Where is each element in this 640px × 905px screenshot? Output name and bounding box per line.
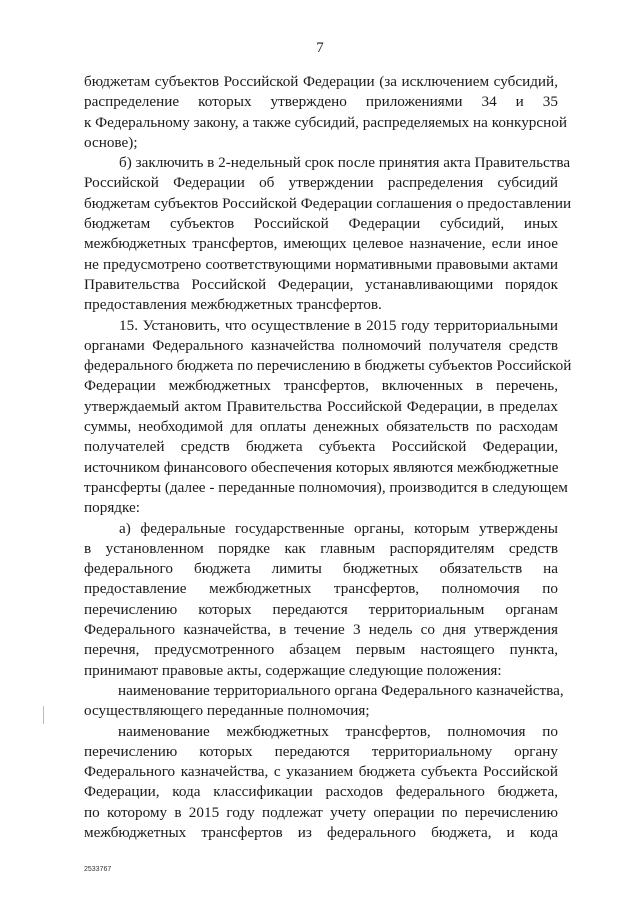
text-line: источником финансового обеспечения которых являются межбюджетные xyxy=(84,458,559,476)
text-line: порядке: xyxy=(84,499,140,517)
text-line: не предусмотрено соответствующими нормативными правовыми актами xyxy=(84,255,558,273)
body-text xyxy=(84,72,572,843)
text-line: в установленном порядке как главным распорядителям средств xyxy=(84,539,558,557)
text-line: трансферты (далее - переданные полномочия), производится в следующем xyxy=(84,478,568,496)
text-line: перечислению которых передаются территориальным органам xyxy=(84,600,558,618)
text-line: бюджетам субъектов Российской Федерации (за исключением субсидий, xyxy=(84,73,558,90)
text-line: утверждаемый актом Правительства Российской Федерации, в пределах xyxy=(84,397,558,415)
text-line: органами Федерального казначейства полномочий получателя средств xyxy=(84,336,558,354)
text-line: межбюджетных трансфертов из федерального бюджета, и кода xyxy=(84,823,558,841)
text-line: по которому в 2015 году подлежат учету операции по перечислению xyxy=(84,803,558,821)
text-line: получателей средств бюджета субъекта Российской Федерации, xyxy=(84,438,558,456)
text-line: осуществляющего переданные полномочия; xyxy=(84,702,370,720)
text-line: бюджетам субъектов Российской Федерации соглашения о предоставлении xyxy=(84,194,572,212)
text-line: принимают правовые акты, содержащие следующие положения: xyxy=(84,661,502,679)
text-line: Федерального казначейства, в течение 3 недель со дня утверждения xyxy=(84,621,558,639)
text-line: Федерации межбюджетных трансфертов, включенных в перечень, xyxy=(84,377,558,395)
margin-mark xyxy=(43,706,44,724)
document-id: 2533767 xyxy=(84,866,112,873)
text-line: б) заключить в 2-недельный срок после принятия акта Правительства xyxy=(119,154,571,172)
text-line: перечня, предусмотренного абзацем первым настоящего пункта, xyxy=(84,641,558,659)
text-line: федерального бюджета лимиты бюджетных обязательств на xyxy=(84,560,558,578)
text-line: федерального бюджета по перечислению в бюджеты субъектов Российской xyxy=(84,357,572,375)
text-line: наименование межбюджетных трансфертов, полномочия по xyxy=(118,722,558,740)
text-line: наименование территориального органа Федерального казначейства, xyxy=(118,681,564,699)
text-line: предоставления межбюджетных трансфертов. xyxy=(84,296,382,314)
text-line: Правительства Российской Федерации, устанавливающими порядок xyxy=(84,275,558,293)
text-line: Российской Федерации об утверждении распределения субсидий xyxy=(84,174,558,192)
text-line: Федерального казначейства, с указанием бюджета субъекта Российской xyxy=(84,763,558,781)
text-line: основе); xyxy=(84,133,138,151)
text-line: к Федеральному закону, а также субсидий, распределяемых на конкурсной xyxy=(84,113,567,131)
text-line: суммы, необходимой для оплаты денежных обязательств по расходам xyxy=(84,418,558,436)
page-number: 7 xyxy=(316,40,324,56)
text-line: а) федеральные государственные органы, которым утверждены xyxy=(119,519,558,537)
text-line: перечислению которых передаются территориальному органу xyxy=(84,742,558,760)
text-line: межбюджетных трансфертов, имеющих целевое назначение, если иное xyxy=(84,235,558,253)
text-line: 15. Установить, что осуществление в 2015 году территориальными xyxy=(119,316,558,334)
text-line: бюджетам субъектов Российской Федерации субсидий, иных xyxy=(84,215,558,233)
text-line: распределение которых утверждено приложениями 34 и 35 xyxy=(84,93,558,111)
text-line: предоставление межбюджетных трансфертов, полномочия по xyxy=(84,580,558,598)
text-line: Федерации, кода классификации расходов федерального бюджета, xyxy=(84,783,558,801)
